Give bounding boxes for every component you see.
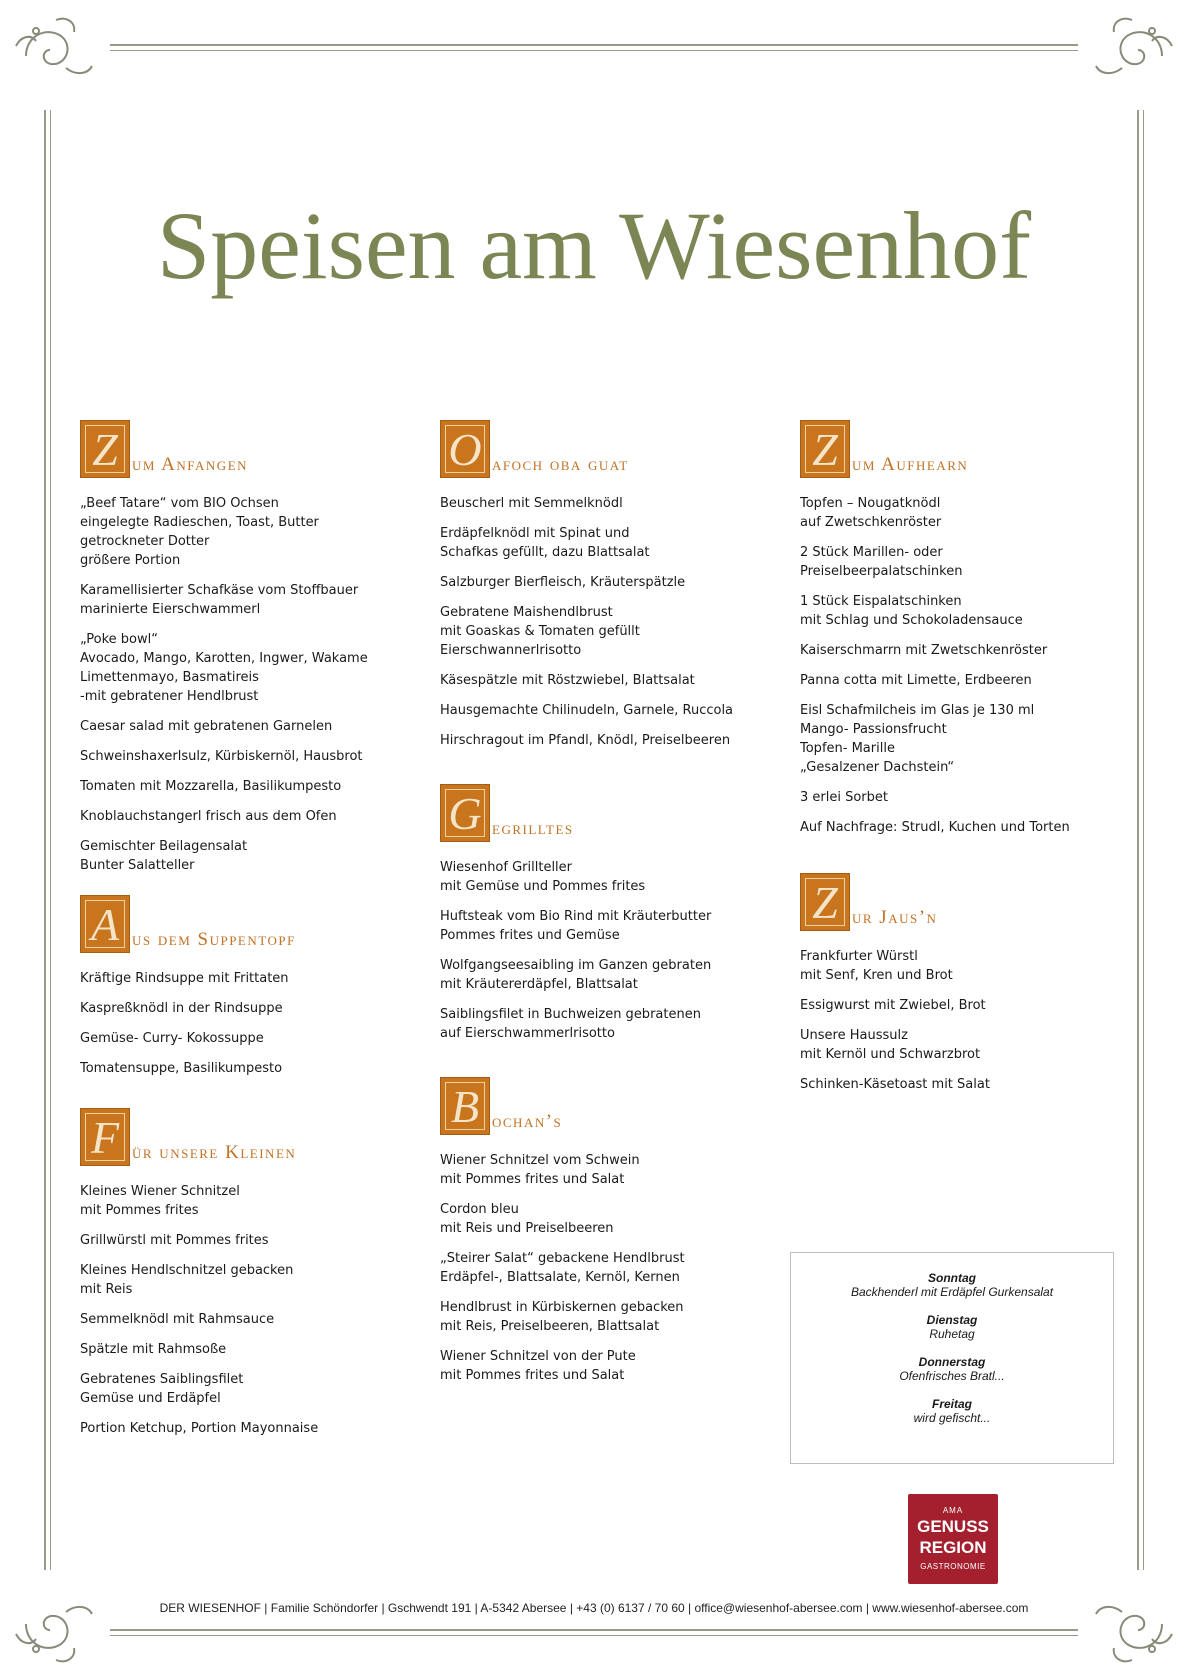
menu-item-line: eingelegte Radieschen, Toast, Butter [80,515,319,530]
menu-item-line: Cordon bleu [440,1202,519,1217]
logo-text: AMA [942,1506,964,1515]
frame-left-border [44,110,51,1570]
special-day: Sonntag [928,1271,976,1285]
menu-item-line: Gebratenes Saiblingsfilet [80,1372,244,1387]
menu-item-line: mit Reis und Preiselbeeren [440,1221,614,1236]
special-day: Donnerstag [918,1355,986,1369]
menu-item [80,581,380,619]
menu-item-line: auf Eierschwammerlrisotto [440,1026,615,1041]
footer-contact: DER WIESENHOF | Familie Schöndorfer | Gschwendt 191 | A-5342 Abersee | +43 (0) 6137 / 70 60 | office@wiesenhof-abersee.com | www.wiesenhof-abersee.com [159,1601,1029,1615]
menu-item-line: marinierte Eierschwammerl [80,602,261,617]
menu-item-line: Schafkas gefüllt, dazu Blattsalat [440,545,650,560]
menu-item-line: auf Zwetschkenröster [800,515,942,530]
menu-item [440,524,740,562]
menu-item [800,1026,1100,1064]
special-day: Dienstag [926,1313,978,1327]
menu-item [800,788,1100,807]
menu-section [80,420,380,875]
menu-item [440,956,740,994]
section-dropcap: Z [80,420,130,478]
menu-item [80,999,380,1018]
menu-column-1 [80,420,380,1458]
menu-item [800,494,1100,532]
menu-item [80,1419,380,1438]
menu-item-line: Semmelknödl mit Rahmsauce [80,1312,275,1327]
menu-column-3 [800,420,1100,1114]
section-dropcap: Z [800,420,850,478]
menu-item-line: getrockneter Dotter [80,534,210,549]
menu-item-line: Wiesenhof Grillteller [440,860,573,875]
menu-item-line: Kleines Wiener Schnitzel [80,1184,240,1199]
menu-item [440,494,740,513]
genuss-region-logo [908,1494,998,1584]
menu-item-line: Panna cotta mit Limette, Erdbeeren [800,673,1032,688]
section-title: um Anfangen [132,454,249,475]
menu-item [440,701,740,720]
menu-column-2 [440,420,740,1405]
menu-item-line: Erdäpfel-, Blattsalate, Kernöl, Kernen [440,1270,680,1285]
menu-item [80,777,380,796]
menu-item-line: Tomatensuppe, Basilikumpesto [80,1061,283,1076]
special-day: Freitag [931,1397,972,1411]
menu-item [440,1151,740,1189]
menu-item-line: mit Gemüse und Pommes frites [440,879,646,894]
menu-item-line: Gemüse und Erdäpfel [80,1391,221,1406]
section-heading [80,1108,380,1166]
section-title: us dem Suppentopf [132,929,296,950]
menu-section [800,420,1100,837]
menu-item-line: 3 erlei Sorbet [800,790,888,805]
section-dropcap: F [80,1108,130,1166]
menu-item [80,630,380,706]
menu-item [800,996,1100,1015]
section-heading [800,420,1100,478]
section-dropcap: A [80,895,130,953]
menu-item-line: Kleines Hendlschnitzel gebacken [80,1263,294,1278]
menu-item [440,1249,740,1287]
menu-item [80,1261,380,1299]
menu-item-line: Limettenmayo, Basmatireis [80,670,259,685]
menu-item-line: Avocado, Mango, Karotten, Ingwer, Wakame [80,651,368,666]
menu-section [80,1108,380,1438]
menu-item-line: Eierschwannerlrisotto [440,643,582,658]
menu-item-line: Hendlbrust in Kürbiskernen gebacken [440,1300,684,1315]
section-heading [800,873,1100,931]
menu-item-line: 2 Stück Marillen- oder [800,545,943,560]
menu-item-line: Gemüse- Curry- Kokossuppe [80,1031,264,1046]
menu-item-line: „Poke bowl“ [80,632,158,647]
menu-item-line: „Beef Tatare“ vom BIO Ochsen [80,496,279,511]
menu-item-line: Huftsteak vom Bio Rind mit Kräuterbutter [440,909,712,924]
menu-item-line: mit Goaskas & Tomaten gefüllt [440,624,640,639]
section-heading [440,784,740,842]
section-heading [80,420,380,478]
menu-item-line: Tomaten mit Mozzarella, Basilikumpesto [80,779,342,794]
menu-item-line: Spätzle mit Rahmsoße [80,1342,227,1357]
menu-item [440,858,740,896]
frame-top-border [110,44,1078,51]
menu-item-line: Grillwürstl mit Pommes frites [80,1233,269,1248]
special-text: Ruhetag [929,1327,975,1341]
menu-item [800,592,1100,630]
frame-bottom-border [110,1629,1078,1636]
menu-item-line: Schinken-Käsetoast mit Salat [800,1077,990,1092]
menu-item-line: Unsere Haussulz [800,1028,908,1043]
menu-item [80,1370,380,1408]
menu-item-line: Wiener Schnitzel von der Pute [440,1349,636,1364]
menu-item [440,573,740,592]
logo-text: GENUSS [917,1517,989,1536]
ornament-icon [1086,1578,1182,1674]
menu-item-line: mit Reis, Preiselbeeren, Blattsalat [440,1319,660,1334]
menu-item [800,543,1100,581]
menu-section [440,784,740,1043]
menu-item-line: Käsespätzle mit Röstzwiebel, Blattsalat [440,673,695,688]
menu-item-line: Beuscherl mit Semmelknödl [440,496,623,511]
section-heading [440,420,740,478]
menu-section [440,420,740,750]
menu-item [80,494,380,570]
menu-item-line: Wolfgangseesaibling im Ganzen gebraten [440,958,712,973]
section-title: ür unsere Kleinen [132,1142,297,1163]
menu-item [80,747,380,766]
menu-item-line: Topfen – Nougatknödl [800,496,941,511]
menu-item [800,641,1100,660]
menu-item [440,731,740,750]
menu-item-line: Knoblauchstangerl frisch aus dem Ofen [80,809,337,824]
frame-right-border [1137,110,1144,1570]
menu-item [80,1029,380,1048]
menu-item-line: mit Reis [80,1282,133,1297]
menu-section [80,895,380,1078]
menu-item-line: Pommes frites und Gemüse [440,928,620,943]
menu-item-line: Topfen- Marille [800,741,895,756]
menu-item-line: Wiener Schnitzel vom Schwein [440,1153,640,1168]
menu-item [440,907,740,945]
menu-item-line: mit Pommes frites [80,1203,199,1218]
section-heading [440,1077,740,1135]
menu-item-line: größere Portion [80,553,181,568]
section-heading [80,895,380,953]
menu-item-line: Hausgemachte Chilinudeln, Garnele, Ruccola [440,703,734,718]
menu-item-line: Kaiserschmarrn mit Zwetschkenröster [800,643,1048,658]
menu-item-line: Schweinshaxerlsulz, Kürbiskernöl, Hausbrot [80,749,363,764]
menu-item-line: „Gesalzener Dachstein“ [800,760,955,775]
menu-item [80,1231,380,1250]
menu-item-line: Bunter Salatteller [80,858,195,873]
menu-item [440,671,740,690]
logo-text: REGION [919,1538,987,1557]
menu-item-line: Preiselbeerpalatschinken [800,564,963,579]
ornament-icon [6,6,102,102]
menu-item-line: Erdäpfelknödl mit Spinat und [440,526,630,541]
menu-item [800,947,1100,985]
menu-item [440,1005,740,1043]
menu-item-line: mit Kernöl und Schwarzbrot [800,1047,981,1062]
weekly-specials-box [790,1252,1114,1464]
ornament-icon [6,1578,102,1674]
section-title: afoch oba guat [492,454,629,475]
menu-item-line: „Steirer Salat“ gebackene Hendlbrust [440,1251,685,1266]
section-dropcap: G [440,784,490,842]
page-title: Speisen am Wiesenhof [156,192,1032,299]
menu-item-line: Eisl Schafmilcheis im Glas je 130 ml [800,703,1035,718]
menu-item [80,1310,380,1329]
menu-item-line: mit Pommes frites und Salat [440,1172,625,1187]
menu-item [80,1182,380,1220]
menu-item [800,671,1100,690]
section-title: ochan’s [492,1111,563,1132]
menu-section [800,873,1100,1094]
menu-item-line: Gebratene Maishendlbrust [440,605,613,620]
menu-item-line: mit Pommes frites und Salat [440,1368,625,1383]
menu-item [440,1347,740,1385]
menu-item-line: Portion Ketchup, Portion Mayonnaise [80,1421,319,1436]
menu-item-line: Salzburger Bierfleisch, Kräuterspätzle [440,575,686,590]
menu-item-line: Karamellisierter Schafkäse vom Stoffbauer [80,583,359,598]
section-title: egrilltes [492,818,574,839]
menu-item-line: Mango- Passionsfrucht [800,722,947,737]
menu-item-line: mit Schlag und Schokoladensauce [800,613,1023,628]
menu-item [80,1340,380,1359]
section-title: um Aufhearn [852,454,969,475]
menu-item-line: Frankfurter Würstl [800,949,918,964]
menu-item [440,1200,740,1238]
section-dropcap: B [440,1077,490,1135]
section-dropcap: O [440,420,490,478]
menu-item-line: mit Kräutererdäpfel, Blattsalat [440,977,638,992]
logo-text: GASTRONOMIE [920,1562,986,1571]
menu-item-line: Hirschragout im Pfandl, Knödl, Preiselbeeren [440,733,731,748]
special-text: wird gefischt... [913,1411,991,1425]
menu-item [80,807,380,826]
special-text: Ofenfrisches Bratl... [899,1369,1005,1383]
menu-item [800,701,1100,777]
menu-item [80,837,380,875]
menu-item-line: Gemischter Beilagensalat [80,839,248,854]
menu-item-line: Kaspreßknödl in der Rindsuppe [80,1001,283,1016]
menu-item [80,969,380,988]
menu-section [440,1077,740,1385]
menu-item [800,1075,1100,1094]
menu-item [440,1298,740,1336]
menu-item-line: Essigwurst mit Zwiebel, Brot [800,998,986,1013]
section-title: ur Jaus’n [852,907,938,928]
menu-item [80,717,380,736]
menu-item [440,603,740,660]
menu-item-line: -mit gebratener Hendlbrust [80,689,259,704]
menu-item-line: mit Senf, Kren und Brot [800,968,953,983]
special-text: Backhenderl mit Erdäpfel Gurkensalat [850,1285,1054,1299]
menu-item-line: Caesar salad mit gebratenen Garnelen [80,719,333,734]
section-dropcap: Z [800,873,850,931]
menu-item-line: Kräftige Rindsuppe mit Frittaten [80,971,289,986]
menu-item [800,818,1100,837]
menu-item-line: 1 Stück Eispalatschinken [800,594,962,609]
ornament-icon [1086,6,1182,102]
menu-item-line: Saiblingsfilet in Buchweizen gebratenen [440,1007,701,1022]
menu-item-line: Auf Nachfrage: Strudl, Kuchen und Torten [800,820,1070,835]
menu-item [80,1059,380,1078]
